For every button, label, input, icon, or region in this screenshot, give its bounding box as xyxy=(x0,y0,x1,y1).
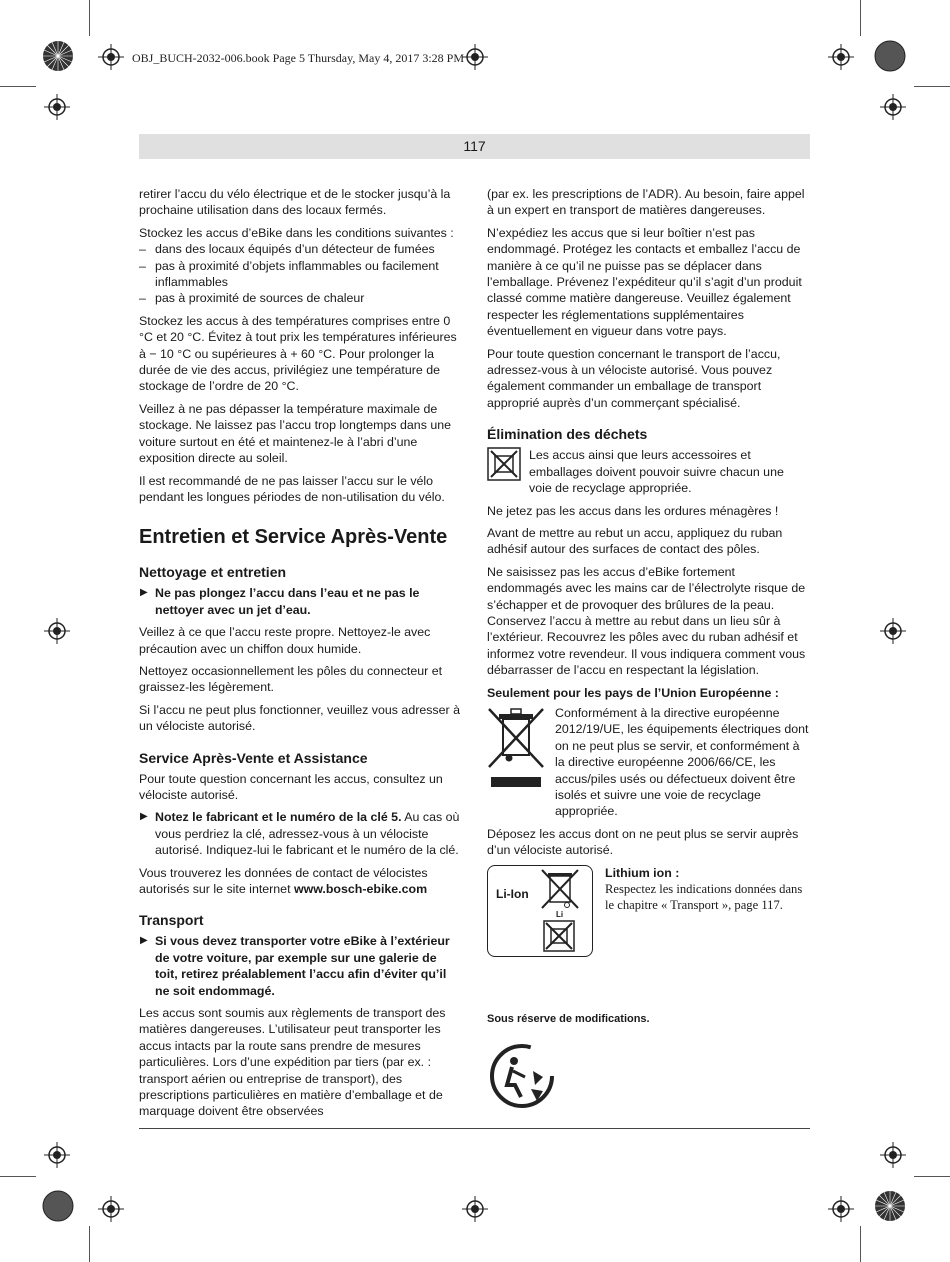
registration-mark-right-lower xyxy=(880,1142,906,1168)
left-column xyxy=(139,186,461,1126)
paragraph-text: Vous trouverez les données de contact de vélocistes autorisés sur le site internet xyxy=(139,865,428,896)
registration-mark-top-center xyxy=(462,44,488,70)
registration-mark-left-lower xyxy=(44,1142,70,1168)
warning-text: Au cas où vous perdriez la clé, adressez-vous à un vélociste autorisé. Indiquez-lui le fabricant et le numéro de la clé. xyxy=(155,810,460,858)
triangle-right-icon: ▶ xyxy=(140,587,148,599)
paragraph: Pour toute question concernant le transport de l’accu, adressez-vous à un vélociste autorisé. Vous pouvez également commander un emballage de transport approprié auprès d’un commerçant spécialisé. xyxy=(487,346,781,410)
weee-info xyxy=(487,705,810,820)
print-header: OBJ_BUCH-2032-006.book Page 5 Thursday, May 4, 2017 3:28 PM xyxy=(132,51,464,65)
page-number: 117 xyxy=(139,134,810,159)
crossed-bin-icon xyxy=(540,868,580,912)
recycling-info xyxy=(487,447,810,496)
subsection-heading: Service Après-Vente et Assistance xyxy=(139,749,368,766)
color-wheel-mark xyxy=(874,1190,906,1222)
subsection-heading: Élimination des déchets xyxy=(487,426,648,443)
registration-mark-top-left xyxy=(98,44,124,70)
registration-mark-left-upper xyxy=(44,94,70,120)
paragraph: (par ex. les prescriptions de l’ADR). Au besoin, faire appel à un expert en transport de matières dangereuses. xyxy=(487,187,805,218)
website-link[interactable]: www.bosch-ebike.com xyxy=(293,882,428,896)
paragraph: Stockez les accus à des températures comprises entre 0 °C et 20 °C. Évitez à tout prix les températures inférieures à − 10 °C ou supérieures à + 60 °C. Pour prolonger la durée de vie des accus, privilégiez une température de stockage de l’ordre de 20 °C. xyxy=(139,313,457,394)
paragraph: Veillez à ne pas dépasser la température maximale de stockage. Ne laissez pas l’accu trop longtemps dans une voiture surtout en été et maintenez-le à l’abri d’une exposition directe au soleil. xyxy=(139,401,452,466)
warning-item xyxy=(139,585,461,618)
lithium-ion-symbol xyxy=(487,865,593,957)
registration-mark-bottom-right xyxy=(828,1196,854,1222)
gray-disc-mark xyxy=(874,40,906,72)
paragraph: Si l’accu ne peut plus fonctionner, veuillez vous adresser à un vélociste autorisé. xyxy=(139,702,460,734)
list-item: – pas à proximité de sources de chaleur xyxy=(139,290,461,306)
subsection-heading: Seulement pour les pays de l’Union Européenne : xyxy=(487,685,779,700)
paragraph: Les accus sont soumis aux règlements de transport des matières dangereuses. L’utilisateur peut transporter les accus intacts par la route sans prendre de mesures particulières. Lors d’une expédition par tiers (par ex. : transport aérien ou entreprise de transport), des prescriptions particulières en matière d’emballage et de marquage doivent être observées xyxy=(139,1006,446,1119)
lithium-ion-text xyxy=(605,865,810,957)
registration-mark-bottom-center xyxy=(462,1196,488,1222)
registration-mark-right-middle xyxy=(880,618,906,644)
crop-line xyxy=(914,1176,950,1177)
warning-item xyxy=(139,933,461,999)
crop-line xyxy=(860,1226,861,1262)
right-column xyxy=(487,186,810,1115)
warning-item xyxy=(139,809,461,858)
no-trash-icon xyxy=(487,447,521,496)
paragraph: Les accus ainsi que leurs accessoires et emballages doivent pouvoir suivre chacun une voie de recyclage appropriée. xyxy=(529,448,784,496)
lithium-ion-title: Lithium ion : xyxy=(605,865,680,880)
paragraph: Ne saisissez pas les accus d’eBike fortement endommagés avec les mains car de l’électrolyte risque de s’échapper et de provoquer des brûlures de la peau. Conservez l’accu à mettre au rebut dans un lieu sûr à l’extérieur. Recouvrez les pôles avec du ruban adhésif et informez votre revendeur. Il vous indiquera comment vous débarrasser de l’accu en respectant la législation. xyxy=(487,564,806,678)
crop-line xyxy=(0,86,36,87)
gray-disc-mark xyxy=(42,1190,74,1222)
paragraph xyxy=(139,865,461,898)
crop-line xyxy=(860,0,861,36)
paragraph: Avant de mettre au rebut un accu, appliquez du ruban adhésif autour des surfaces de contact des pôles. xyxy=(487,525,783,557)
crossed-bin-icon xyxy=(487,705,545,820)
crop-line xyxy=(89,0,90,36)
triangle-right-icon: ▶ xyxy=(140,811,148,823)
storage-conditions-list xyxy=(139,241,461,307)
warning-text: Ne pas plongez l’accu dans l’eau et ne pas le nettoyer avec un jet d’eau. xyxy=(155,586,420,617)
no-trash-icon xyxy=(543,920,575,952)
color-wheel-mark xyxy=(42,40,74,72)
registration-mark-left-middle xyxy=(44,618,70,644)
subsection-heading: Transport xyxy=(139,912,204,929)
li-small-label: Li xyxy=(556,909,564,919)
paragraph: Ne jetez pas les accus dans les ordures ménagères ! xyxy=(487,503,779,518)
paragraph: Veillez à ce que l’accu reste propre. Nettoyez-le avec précaution avec un chiffon doux humide. xyxy=(139,625,431,656)
warning-text-bold: Notez le fabricant et le numéro de la clé 5. xyxy=(155,810,402,825)
paragraph: Stockez les accus d’eBike dans les conditions suivantes : xyxy=(139,225,454,240)
registration-mark-top-right xyxy=(828,44,854,70)
paragraph: N’expédiez les accus que si leur boîtier n’est pas endommagé. Protégez les contacts et emballez l’accu de manière à ce qu’il ne puisse pas se déplacer dans l’emballage. Prévenez l’expéditeur qu’il s’agit d’un produit classé comme matière dangereuse. Veuillez également respecter les réglementations supplémentaires éventuellement en vigueur dans votre pays. xyxy=(487,225,802,339)
lithium-ion-note: Respectez les indications données dans le chapitre « Transport », page 117. xyxy=(605,882,803,913)
paragraph: Pour toute question concernant les accus, consultez un vélociste autorisé. xyxy=(139,771,443,802)
modification-note: Sous réserve de modifications. xyxy=(487,1012,650,1025)
registration-mark-right-upper xyxy=(880,94,906,120)
crop-line xyxy=(0,1176,36,1177)
lithium-ion-info xyxy=(487,865,810,957)
crop-line xyxy=(89,1226,90,1262)
paragraph: Déposez les accus dont on ne peut plus se servir auprès d’un vélociste autorisé. xyxy=(487,826,799,858)
paragraph: Il est recommandé de ne pas laisser l’accu sur le vélo pendant les longues périodes de non-utilisation du vélo. xyxy=(139,473,445,504)
registration-mark-bottom-left xyxy=(98,1196,124,1222)
triangle-right-icon: ▶ xyxy=(140,935,148,947)
paragraph: Conformément à la directive européenne 2012/19/UE, les équipements électriques dont on ne peut plus se servir, et conformément à la directive européenne 2006/66/CE, les accus/piles usés ou défectueux doivent être isolés et suivre une voie de recyclage appropriée. xyxy=(555,705,809,819)
list-item: – dans des locaux équipés d’un détecteur de fumées xyxy=(139,241,461,257)
tidyman-recycle-icon xyxy=(487,1041,810,1115)
section-heading: Entretien et Service Après-Vente xyxy=(139,526,448,549)
crop-line xyxy=(914,86,950,87)
paragraph: Nettoyez occasionnellement les pôles du connecteur et graissez-les légèrement. xyxy=(139,663,443,695)
footer-rule xyxy=(139,1128,810,1129)
paragraph: retirer l’accu du vélo électrique et de le stocker jusqu’à la prochaine utilisation dans des locaux fermés. xyxy=(139,187,451,218)
li-ion-label: Li-Ion xyxy=(496,886,529,901)
subsection-heading: Nettoyage et entretien xyxy=(139,564,287,581)
list-item: – pas à proximité d’objets inflammables ou facilement inflammables xyxy=(139,258,461,291)
warning-text: Si vous devez transporter votre eBike à l’extérieur de votre voiture, par exemple sur une galerie de toit, retirez préalablement l’accu afin d’éviter qu’il ne soit endommagé. xyxy=(155,934,450,998)
